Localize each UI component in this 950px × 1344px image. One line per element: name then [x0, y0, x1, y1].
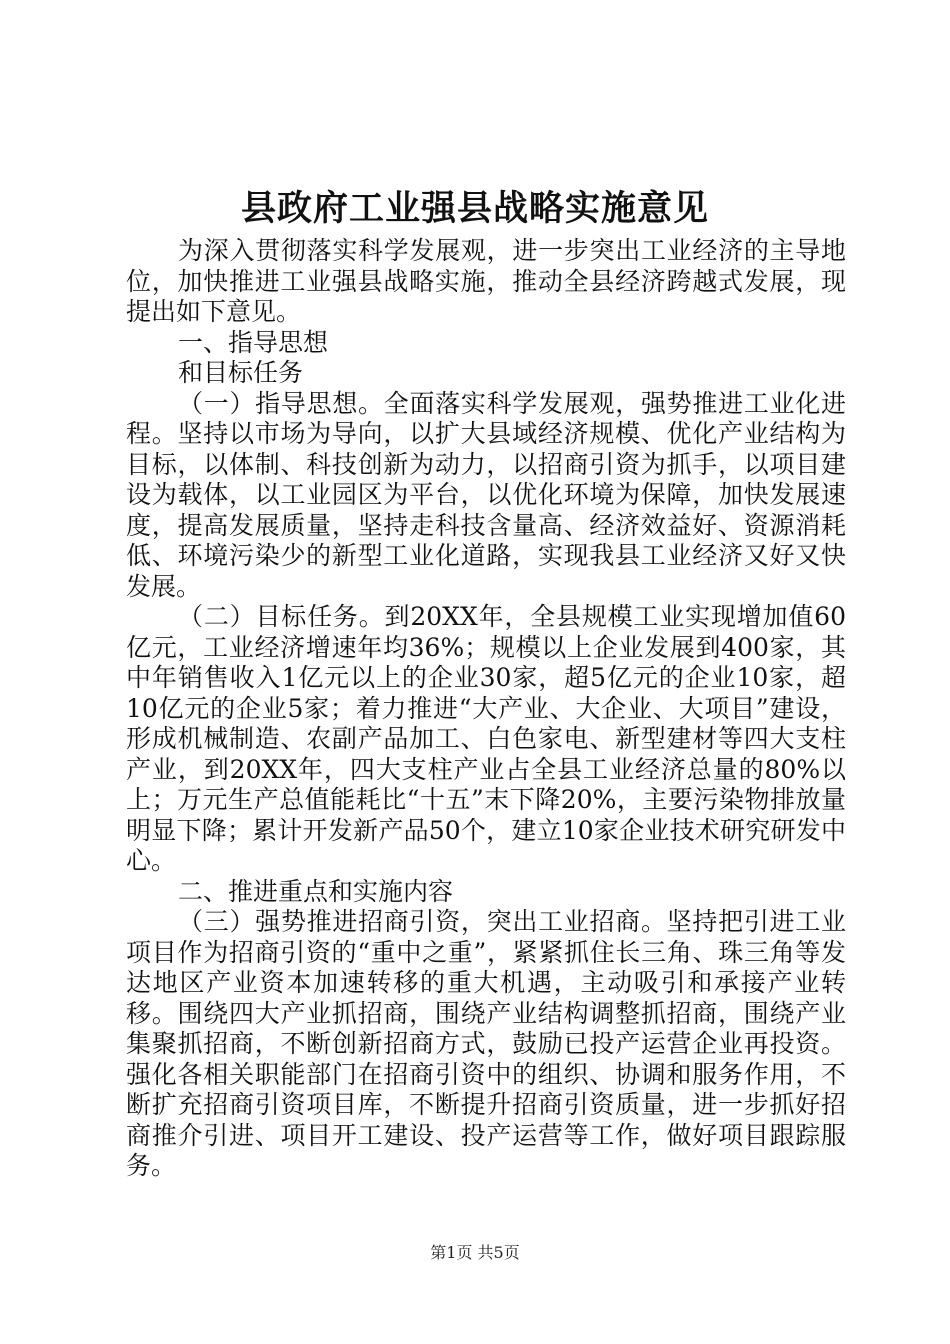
paragraph-guiding-thought: （一）指导思想。全面落实科学发展观，强势推进工业化进程。坚持以市场为导向，以扩大县域经济规模、优化产业结构为目标，以体制、科技创新为动力，以招商引资为抓手，以项目建设为载体，以工业园区为平台，以优化环境为保障，加快发展速度，提高发展质量，坚持走科技含量高、经济效益好、资源消耗低、环境污染少的新型工业化道路，实现我县工业经济又好又快发展。: [126, 388, 846, 601]
section-heading-2: 二、推进重点和实施内容: [178, 876, 454, 906]
section-heading-1-continued: 和目标任务: [178, 358, 304, 387]
section-heading-1: 一、指导思想: [178, 327, 329, 357]
paragraph-target-tasks: （二）目标任务。到20XX年，全县规模工业实现增加值60亿元，工业经济增速年均36%；规模以上企业发展到400家，其中年销售收入1亿元以上的企业30家，超5亿元的企业10家，超10亿元的企业5家；着力推进“大产业、大企业、大项目”建设，形成机械制造、农副产品加工、白色家电、新型建材等四大支柱产业，到20XX年，四大支柱产业占全县工业经济总量的80%以上；万元生产总值能耗比“十五”末下降20%，主要污染物排放量明显下降；累计开发新产品50个，建立10家企业技术研究研发中心。: [126, 602, 846, 875]
paragraph-investment-promotion: （三）强势推进招商引资，突出工业招商。坚持把引进工业项目作为招商引资的“重中之重”，紧紧抓住长三角、珠三角等发达地区产业资本加速转移的重大机遇，主动吸引和承接产业转移。围绕四大产业抓招商，围绕产业结构调整抓招商，围绕产业集聚抓招商，不断创新招商方式，鼓励已投产运营企业再投资。强化各相关职能部门在招商引资中的组织、协调和服务作用，不断扩充招商引资项目库，不断提升招商引资质量，进一步抓好招商推介引进、项目开工建设、投产运营等工作，做好项目跟踪服务。: [126, 907, 846, 1180]
page-number: 第1页 共5页: [430, 1243, 520, 1262]
document-title: 县政府工业强县战略实施意见: [240, 188, 709, 229]
document-body: [126, 236, 846, 1182]
intro-paragraph: 为深入贯彻落实科学发展观，进一步突出工业经济的主导地位，加快推进工业强县战略实施，推动全县经济跨越式发展，现提出如下意见。: [126, 236, 846, 326]
